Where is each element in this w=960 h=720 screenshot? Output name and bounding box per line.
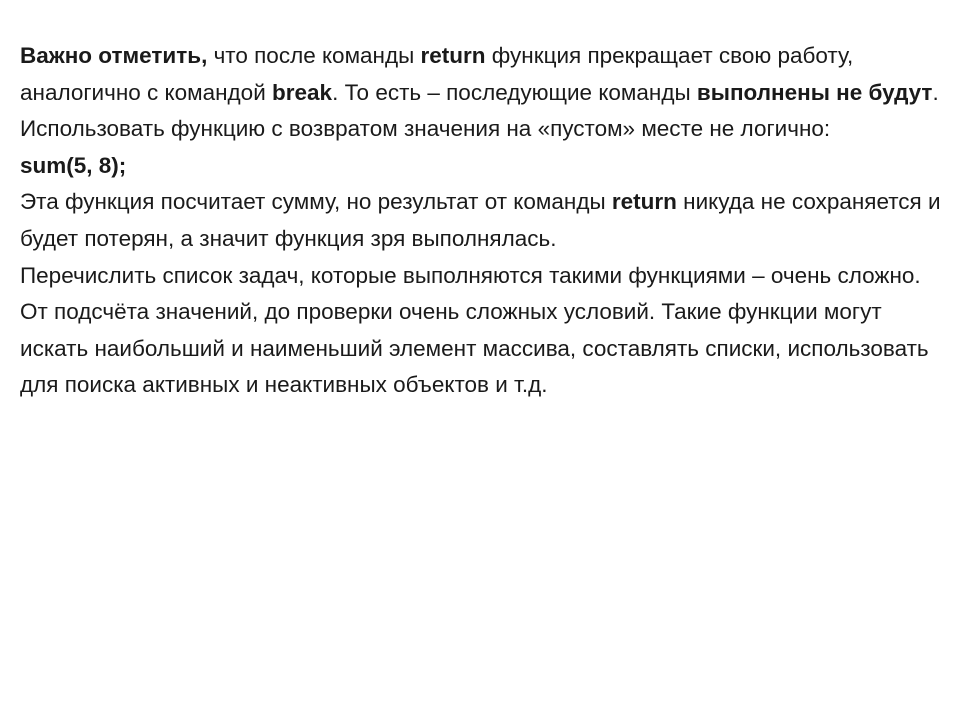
paragraph-return-note (20, 38, 950, 111)
bold-text: Важно отметить, (20, 43, 208, 68)
text-segment: Перечислить список задач, которые выполняются такими функциями – очень сложно. От подсчёта значений, до проверки очень сложных условий. Такие функции могут искать наибольший и наименьший элемент массива, составлять списки, использовать для поиска активных и неактивных объектов и т.д. (20, 262, 929, 398)
code-example-line (20, 148, 950, 185)
code-example: sum(5, 8); (20, 152, 127, 178)
paragraph-task-list (20, 258, 950, 404)
bold-keyword-return: return (611, 189, 677, 215)
paragraph-lost-result (20, 184, 950, 257)
slide-text-body (20, 38, 950, 404)
text-segment: Использовать функцию с возвратом значения на «пустом» месте не логично: (20, 116, 831, 142)
text-segment: . (932, 79, 939, 105)
text-segment: . То есть – последующие команды (332, 79, 697, 105)
text-segment: никуда не сохраняется и будет потерян, а значит функция зря выполнялась. (20, 189, 941, 251)
text-segment: что после команды (207, 43, 421, 68)
text-segment: Эта функция посчитает сумму, но результат от команды (20, 189, 612, 215)
text-segment: функция прекращает свою работу, аналогично с командой (20, 43, 854, 105)
bold-keyword-break: break (272, 79, 333, 105)
paragraph-empty-place-note (20, 111, 950, 148)
bold-keyword-return: return (420, 43, 486, 68)
bold-text: выполнены не будут (696, 79, 933, 105)
